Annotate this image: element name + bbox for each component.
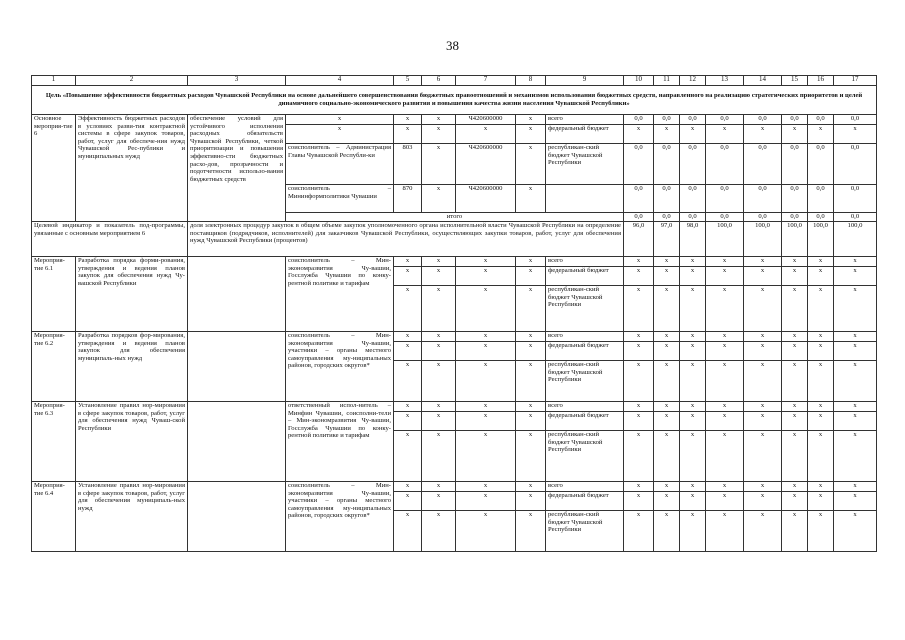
value-cell: 0,0 <box>744 144 782 185</box>
value-cell: х <box>834 412 877 431</box>
value-cell: х <box>706 412 744 431</box>
value-cell: х <box>624 412 654 431</box>
code-cell: х <box>516 267 546 286</box>
value-cell: 0,0 <box>706 185 744 213</box>
value-cell: х <box>782 492 808 511</box>
value-cell: х <box>744 257 782 267</box>
code-cell: х <box>456 267 516 286</box>
value-cell: х <box>808 402 834 412</box>
value-cell: х <box>834 332 877 342</box>
value-cell: 0,0 <box>680 185 706 213</box>
value-cell: 0,0 <box>834 213 877 222</box>
column-number: 11 <box>654 76 680 86</box>
column-number: 6 <box>422 76 456 86</box>
column-number: 17 <box>834 76 877 86</box>
value-cell: 0,0 <box>808 115 834 125</box>
budget-table <box>31 75 877 552</box>
code-cell: х <box>394 412 422 431</box>
value-cell: х <box>680 286 706 332</box>
code-cell: х <box>456 286 516 332</box>
value-cell: 0,0 <box>782 115 808 125</box>
code-cell: 870 <box>394 185 422 213</box>
value-cell: 96,0 <box>624 222 654 257</box>
code-cell: х <box>516 185 546 213</box>
value-cell: х <box>744 492 782 511</box>
code-cell: х <box>516 125 546 144</box>
funding-source: всего <box>546 257 624 267</box>
value-cell: х <box>654 286 680 332</box>
code-cell: х <box>516 412 546 431</box>
executor: соисполнитель – Мин-экономразвития Чу-вашии, участники – органы местного самоуправления му-ниципальных районов, городских округов* <box>286 482 394 552</box>
code-cell: х <box>422 286 456 332</box>
funding-source: всего <box>546 402 624 412</box>
value-cell: х <box>706 267 744 286</box>
value-cell: х <box>680 125 706 144</box>
value-cell: х <box>680 492 706 511</box>
value-cell: х <box>834 257 877 267</box>
code-cell: Ч420600000 <box>456 115 516 125</box>
value-cell: х <box>680 482 706 492</box>
main-event-name: Эффективность бюджетных расходов в условиях разви-тия контрактной системы в сфере закупок товаров, работ, услуг для обеспече-ния нужд Чувашской Рес-публики и муниципальных нужд <box>76 115 188 222</box>
code-cell: х <box>516 511 546 552</box>
funding-source: федеральный бюджет <box>546 492 624 511</box>
funding-source: федеральный бюджет <box>546 267 624 286</box>
code-cell: х <box>456 332 516 342</box>
value-cell: х <box>808 332 834 342</box>
code-cell: х <box>422 402 456 412</box>
value-cell: х <box>624 125 654 144</box>
value-cell: х <box>782 511 808 552</box>
value-cell: х <box>654 482 680 492</box>
funding-source <box>546 185 624 213</box>
value-cell: 0,0 <box>680 115 706 125</box>
event-label: Мероприя-тие 6.2 <box>32 332 76 402</box>
value-cell: 0,0 <box>782 213 808 222</box>
value-cell: х <box>654 511 680 552</box>
code-cell: х <box>456 482 516 492</box>
value-cell: х <box>808 431 834 482</box>
value-cell: х <box>654 412 680 431</box>
value-cell: 0,0 <box>680 144 706 185</box>
value-cell: 0,0 <box>706 144 744 185</box>
column-number: 2 <box>76 76 188 86</box>
executor: соисполнитель – Администрация Главы Чувашской Республи-ки <box>286 144 394 185</box>
event-row <box>32 257 877 267</box>
code-cell: Ч420600000 <box>456 185 516 213</box>
value-cell: х <box>744 412 782 431</box>
event-label: Мероприя-тие 6.4 <box>32 482 76 552</box>
value-cell: х <box>834 402 877 412</box>
value-cell: х <box>654 125 680 144</box>
column-number: 5 <box>394 76 422 86</box>
column-number: 14 <box>744 76 782 86</box>
code-cell: х <box>394 257 422 267</box>
value-cell: х <box>808 361 834 402</box>
value-cell: 0,0 <box>654 115 680 125</box>
code-cell: х <box>422 342 456 361</box>
event-row <box>32 402 877 412</box>
event-goal <box>188 402 286 482</box>
code-cell: х <box>394 342 422 361</box>
value-cell: х <box>706 332 744 342</box>
value-cell: х <box>624 267 654 286</box>
value-cell: х <box>782 257 808 267</box>
code-cell: х <box>422 412 456 431</box>
value-cell: 100,0 <box>834 222 877 257</box>
column-number-row <box>32 76 877 86</box>
code-cell: х <box>394 492 422 511</box>
code-cell: х <box>394 482 422 492</box>
value-cell: 0,0 <box>654 144 680 185</box>
code-cell: х <box>516 361 546 402</box>
value-cell: х <box>654 431 680 482</box>
value-cell: х <box>782 332 808 342</box>
code-cell: х <box>516 286 546 332</box>
value-cell: х <box>680 511 706 552</box>
value-cell: х <box>624 286 654 332</box>
funding-source: республикан-ский бюджет Чувашской Республики <box>546 511 624 552</box>
value-cell: х <box>624 482 654 492</box>
indicator-text: доля электронных процедур закупок в общем объеме закупок уполномоченного органа исполнительной власти Чувашской Республики на определение поставщиков (подрядчиков, исполнителей) для заказчиков Чувашской Республики, осуществляющих закупки товаров, работ, услуг для обеспечения нужд Чувашской Республики (процентов) <box>188 222 624 257</box>
event-name: Установление правил нор-мирования в сфере закупок товаров, работ, услуг для обеспечения муниципаль-ных нужд <box>76 482 188 552</box>
value-cell: х <box>680 332 706 342</box>
value-cell: х <box>680 431 706 482</box>
event-label: Мероприя-тие 6.3 <box>32 402 76 482</box>
value-cell: х <box>654 342 680 361</box>
value-cell: х <box>782 125 808 144</box>
value-cell: х <box>808 286 834 332</box>
value-cell: 100,0 <box>808 222 834 257</box>
value-cell: 0,0 <box>744 185 782 213</box>
column-number: 1 <box>32 76 76 86</box>
column-number: 7 <box>456 76 516 86</box>
executor: соисполнитель – Мининформполитики Чувашии <box>286 185 394 213</box>
code-cell: х <box>456 402 516 412</box>
value-cell: 100,0 <box>782 222 808 257</box>
value-cell: 100,0 <box>744 222 782 257</box>
value-cell: х <box>654 402 680 412</box>
code-cell: х <box>422 257 456 267</box>
value-cell: х <box>808 482 834 492</box>
value-cell: 0,0 <box>782 144 808 185</box>
value-cell: х <box>808 257 834 267</box>
value-cell: х <box>808 492 834 511</box>
code-cell: х <box>422 125 456 144</box>
code-cell: х <box>422 332 456 342</box>
code-cell: х <box>394 511 422 552</box>
funding-source: федеральный бюджет <box>546 342 624 361</box>
code-cell: х <box>394 125 422 144</box>
value-cell: х <box>808 412 834 431</box>
value-cell: 0,0 <box>808 213 834 222</box>
code-cell: х <box>456 257 516 267</box>
value-cell: х <box>834 482 877 492</box>
value-cell: х <box>624 257 654 267</box>
column-number: 8 <box>516 76 546 86</box>
value-cell: х <box>706 492 744 511</box>
value-cell: х <box>706 511 744 552</box>
value-cell: 0,0 <box>744 213 782 222</box>
value-cell: х <box>782 342 808 361</box>
value-cell: 100,0 <box>706 222 744 257</box>
code-cell: х <box>394 361 422 402</box>
value-cell: 98,0 <box>680 222 706 257</box>
executor: соисполнитель – Мин-экономразвития Чу-вашии, Госслужба Чувашии по конку-рентной политике и тарифам <box>286 257 394 332</box>
value-cell: х <box>834 342 877 361</box>
value-cell: х <box>654 361 680 402</box>
value-cell: х <box>782 431 808 482</box>
value-cell: 0,0 <box>808 144 834 185</box>
value-cell: х <box>744 125 782 144</box>
funding-source: всего <box>546 115 624 125</box>
column-number: 9 <box>546 76 624 86</box>
value-cell: 0,0 <box>624 185 654 213</box>
value-cell: х <box>782 361 808 402</box>
executor: х <box>286 125 394 144</box>
value-cell: х <box>624 492 654 511</box>
code-cell: х <box>516 431 546 482</box>
funding-source: федеральный бюджет <box>546 125 624 144</box>
value-cell: х <box>706 402 744 412</box>
code-cell: х <box>394 402 422 412</box>
value-cell: 0,0 <box>624 144 654 185</box>
code-cell: х <box>394 115 422 125</box>
code-cell: х <box>422 267 456 286</box>
value-cell: х <box>624 511 654 552</box>
code-cell: х <box>394 267 422 286</box>
code-cell: х <box>456 492 516 511</box>
column-number: 10 <box>624 76 654 86</box>
code-cell: Ч420600000 <box>456 144 516 185</box>
value-cell: х <box>654 267 680 286</box>
code-cell: х <box>516 492 546 511</box>
code-cell: х <box>422 115 456 125</box>
value-cell: х <box>654 257 680 267</box>
indicator-label: Целевой индикатор и показатель под-программы, увязанные с основным мероприятием 6 <box>32 222 188 257</box>
value-cell: 0,0 <box>654 213 680 222</box>
code-cell: х <box>422 482 456 492</box>
funding-source: всего <box>546 332 624 342</box>
value-cell: х <box>706 125 744 144</box>
main-event-label: Основное мероприя-тие 6 <box>32 115 76 222</box>
value-cell: х <box>744 342 782 361</box>
value-cell: х <box>744 482 782 492</box>
value-cell: х <box>680 402 706 412</box>
value-cell: х <box>744 511 782 552</box>
code-cell: х <box>456 361 516 402</box>
value-cell: х <box>706 431 744 482</box>
value-cell: х <box>680 267 706 286</box>
funding-source: федеральный бюджет <box>546 412 624 431</box>
value-cell: х <box>808 511 834 552</box>
event-name: Разработка порядка форми-рования, утверждения и ведения планов закупок для обеспечения нужд Чу-вашской Республики <box>76 257 188 332</box>
value-cell: х <box>624 402 654 412</box>
code-cell: х <box>422 185 456 213</box>
event-name: Разработка порядков фор-мирования, утверждения и ведения планов закупок для обеспечения муниципаль-ных нужд <box>76 332 188 402</box>
code-cell: х <box>394 431 422 482</box>
funding-source: республикан-ский бюджет Чувашской Республики <box>546 431 624 482</box>
executor: соисполнитель – Мин-экономразвития Чу-вашии, участники – органы местного самоуправления му-ниципальных районов, городских округов* <box>286 332 394 402</box>
column-number: 16 <box>808 76 834 86</box>
code-cell: х <box>516 257 546 267</box>
value-cell: х <box>706 482 744 492</box>
value-cell: х <box>834 431 877 482</box>
value-cell: х <box>744 431 782 482</box>
code-cell: 803 <box>394 144 422 185</box>
event-row <box>32 332 877 342</box>
value-cell: х <box>782 267 808 286</box>
code-cell: х <box>516 115 546 125</box>
value-cell: х <box>834 361 877 402</box>
value-cell: х <box>834 511 877 552</box>
value-cell: х <box>680 257 706 267</box>
value-cell: 0,0 <box>782 185 808 213</box>
page-number: 38 <box>446 38 459 53</box>
value-cell: 0,0 <box>808 185 834 213</box>
value-cell: х <box>744 402 782 412</box>
value-cell: х <box>744 286 782 332</box>
main-event-goal: обеспечение условий для устойчивого исполнения расходных обязательств Чувашской Республики, четкой приоритизации и повышения эффективно-сти бюджетных расхо-дов, прозрачности и подотчетности использо-вания бюджетных средств <box>188 115 286 222</box>
event-goal <box>188 257 286 332</box>
column-number: 4 <box>286 76 394 86</box>
value-cell: х <box>624 431 654 482</box>
value-cell: 0,0 <box>834 144 877 185</box>
value-cell: х <box>624 342 654 361</box>
event-name: Установление правил нор-мирования в сфере закупок товаров, работ, услуг для обеспечения нужд Чуваш-ской Республики <box>76 402 188 482</box>
value-cell: х <box>782 412 808 431</box>
value-cell: х <box>680 342 706 361</box>
code-cell: х <box>516 332 546 342</box>
value-cell: х <box>654 332 680 342</box>
value-cell: х <box>654 492 680 511</box>
goal-text: Цель «Повышение эффективности бюджетных расходов Чувашской Республики на основе дальнейшего совершенствования бюджетных правоотношений и механизмов использования бюджетных средств, направленного на реализацию стратегических приоритетов и целей динамичного социально-экономического развития и повышения качества жизни населения Чувашской Республики» <box>32 86 877 115</box>
executor: ответственный испол-нитель – Минфин Чувашии, соисполни-тели – Мин-экономразвития Чу-вашии, Госслужба Чувашии по конку-рентной политике и тарифам <box>286 402 394 482</box>
column-number: 12 <box>680 76 706 86</box>
value-cell: х <box>706 361 744 402</box>
value-cell: 0,0 <box>744 115 782 125</box>
code-cell: х <box>422 144 456 185</box>
indicator-row <box>32 222 877 257</box>
code-cell: х <box>422 431 456 482</box>
code-cell: х <box>516 144 546 185</box>
value-cell: х <box>706 286 744 332</box>
value-cell: х <box>834 125 877 144</box>
funding-source: республикан-ский бюджет Чувашской Республики <box>546 361 624 402</box>
executor: х <box>286 115 394 125</box>
column-number: 15 <box>782 76 808 86</box>
value-cell: х <box>782 286 808 332</box>
main-event-row <box>32 115 877 125</box>
value-cell: х <box>782 482 808 492</box>
value-cell: х <box>782 402 808 412</box>
event-row <box>32 482 877 492</box>
total-label: итого <box>286 213 624 222</box>
event-goal <box>188 482 286 552</box>
value-cell: 0,0 <box>706 115 744 125</box>
value-cell: 0,0 <box>624 213 654 222</box>
value-cell: х <box>834 492 877 511</box>
value-cell: х <box>744 267 782 286</box>
code-cell: х <box>456 511 516 552</box>
event-label: Мероприя-тие 6.1 <box>32 257 76 332</box>
value-cell: х <box>808 125 834 144</box>
funding-source: республикан-ский бюджет Чувашской Республики <box>546 286 624 332</box>
value-cell: х <box>624 361 654 402</box>
value-cell: 0,0 <box>834 115 877 125</box>
code-cell: х <box>456 125 516 144</box>
code-cell: х <box>516 482 546 492</box>
goal-row <box>32 86 877 115</box>
value-cell: х <box>624 332 654 342</box>
funding-source: всего <box>546 482 624 492</box>
value-cell: х <box>808 342 834 361</box>
value-cell: х <box>744 332 782 342</box>
funding-source: республикан-ский бюджет Чувашской Республики <box>546 144 624 185</box>
column-number: 13 <box>706 76 744 86</box>
code-cell: х <box>422 511 456 552</box>
value-cell: х <box>744 361 782 402</box>
code-cell: х <box>422 361 456 402</box>
value-cell: 0,0 <box>680 213 706 222</box>
column-number: 3 <box>188 76 286 86</box>
code-cell: х <box>516 342 546 361</box>
value-cell: 0,0 <box>624 115 654 125</box>
value-cell: х <box>834 286 877 332</box>
value-cell: х <box>680 361 706 402</box>
value-cell: х <box>680 412 706 431</box>
value-cell: 0,0 <box>706 213 744 222</box>
value-cell: х <box>706 257 744 267</box>
event-goal <box>188 332 286 402</box>
code-cell: х <box>422 492 456 511</box>
value-cell: 97,0 <box>654 222 680 257</box>
code-cell: х <box>394 332 422 342</box>
code-cell: х <box>516 402 546 412</box>
code-cell: х <box>456 412 516 431</box>
value-cell: 0,0 <box>654 185 680 213</box>
code-cell: х <box>456 431 516 482</box>
value-cell: х <box>706 342 744 361</box>
value-cell: х <box>808 267 834 286</box>
value-cell: х <box>834 267 877 286</box>
code-cell: х <box>456 342 516 361</box>
value-cell: 0,0 <box>834 185 877 213</box>
code-cell: х <box>394 286 422 332</box>
